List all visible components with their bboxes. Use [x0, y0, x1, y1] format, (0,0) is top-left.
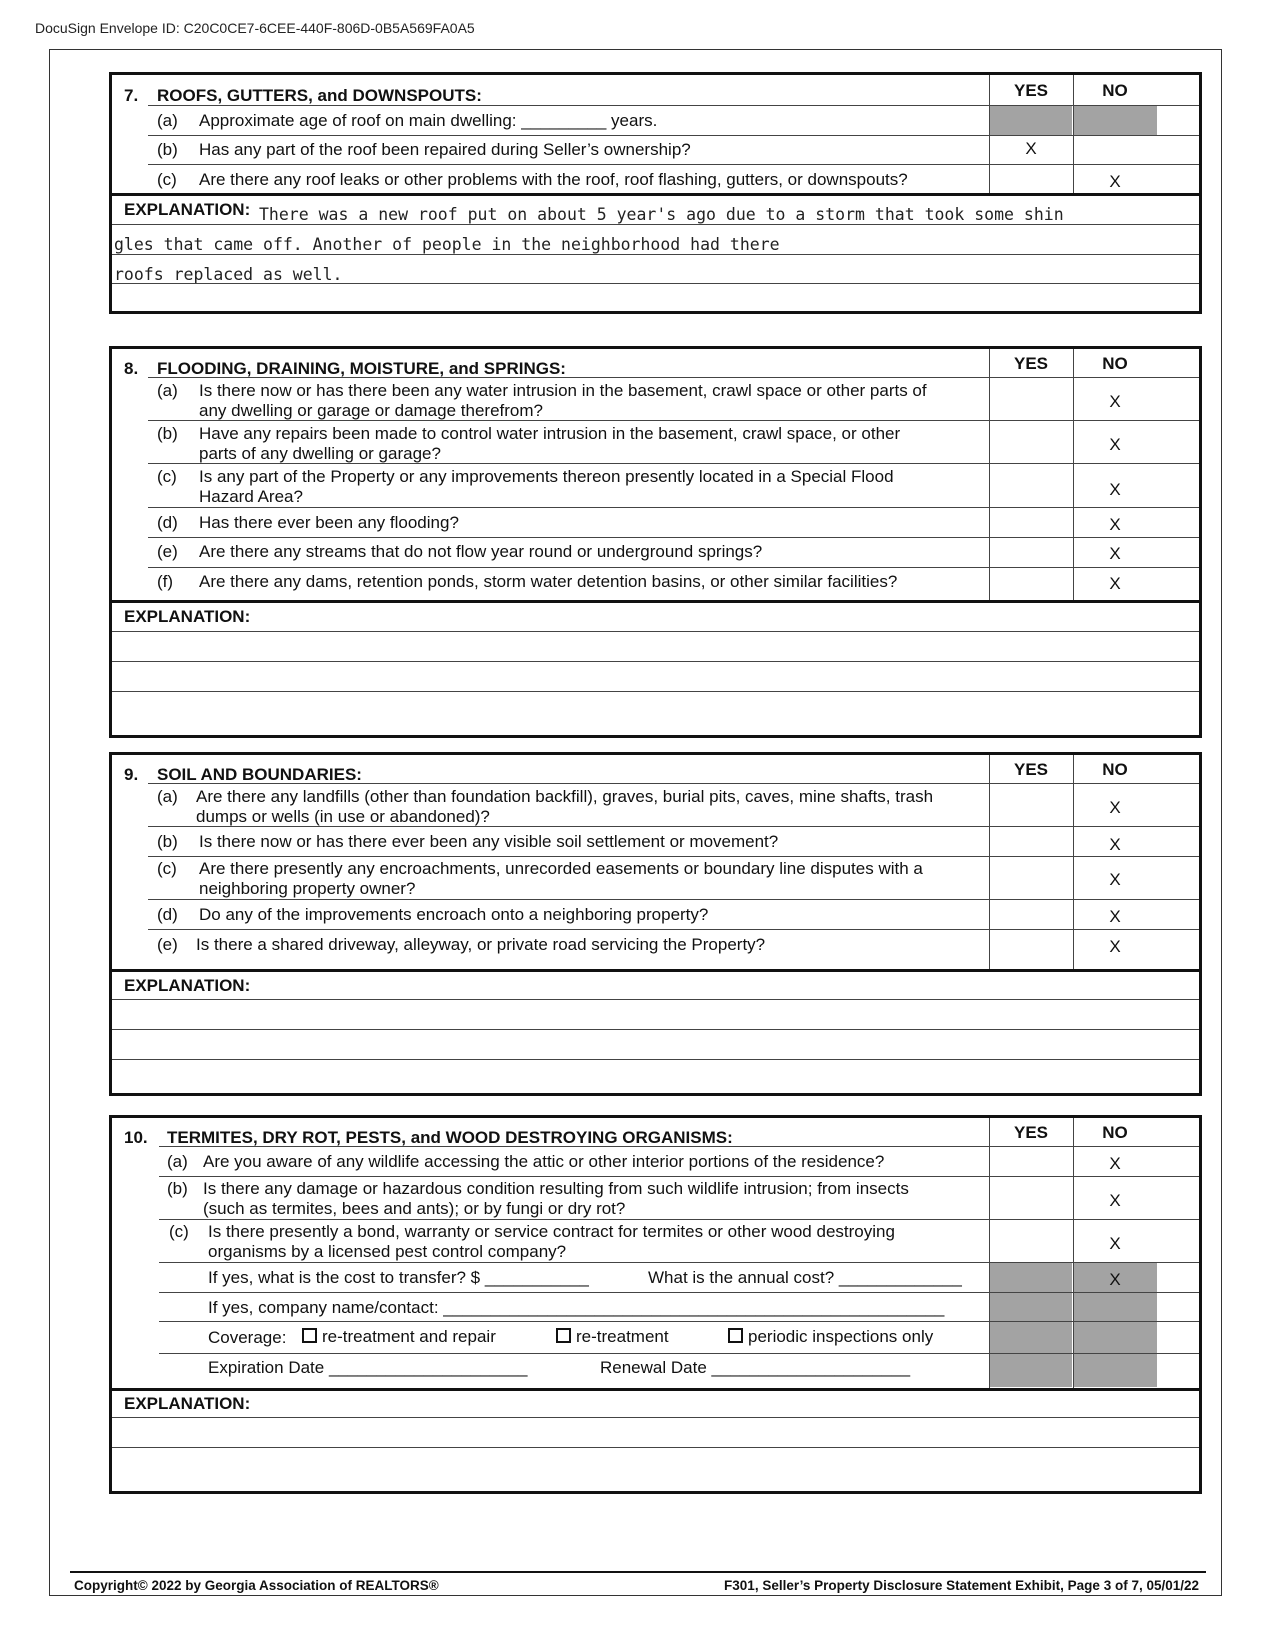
answer-no[interactable]: X [1109, 515, 1121, 534]
checkbox-icon[interactable] [302, 1328, 317, 1343]
coverage-label: Coverage: [208, 1328, 287, 1347]
explanation-label: EXPLANATION: [124, 976, 251, 995]
answer-no[interactable]: X [1109, 544, 1121, 563]
rule [112, 254, 1199, 255]
rule [148, 537, 1199, 538]
section-10-termites [109, 1115, 1202, 1494]
item-letter: (a) [157, 381, 178, 400]
rule [112, 1447, 1199, 1448]
answer-no[interactable]: X [1109, 1270, 1121, 1289]
answer-no[interactable]: X [1109, 574, 1121, 593]
section-number: 10. [124, 1128, 148, 1147]
coverage-option-treatment-repair[interactable]: re-treatment and repair [302, 1327, 496, 1347]
rule [148, 377, 1199, 378]
question-damage: Is there any damage or hazardous condition resulting from such wildlife intrusion; from insects (such as termites, bees and ants); or by fungi or dry rot? [203, 1179, 909, 1218]
no-column-header: NO [1102, 1123, 1128, 1142]
coverage-option-retreatment[interactable]: re-treatment [556, 1327, 669, 1347]
item-letter: (b) [167, 1179, 188, 1198]
section-title: ROOFS, GUTTERS, and DOWNSPOUTS: [157, 86, 482, 105]
yes-column-header: YES [1013, 81, 1049, 100]
expiration-date-field[interactable]: Expiration Date _____________________ [208, 1358, 528, 1377]
rule [148, 135, 1199, 136]
rule [148, 463, 1199, 464]
answer-no[interactable]: X [1109, 1191, 1121, 1210]
item-letter: (d) [157, 905, 178, 924]
explanation-label: EXPLANATION: [124, 200, 251, 219]
item-letter: (a) [167, 1152, 188, 1171]
item-letter: (b) [157, 140, 178, 159]
section-title: FLOODING, DRAINING, MOISTURE, and SPRINGS: [157, 359, 566, 378]
item-letter: (e) [157, 542, 178, 561]
explanation-label: EXPLANATION: [124, 607, 251, 626]
section-title: SOIL AND BOUNDARIES: [157, 765, 362, 784]
question-roof-repaired: Has any part of the roof been repaired during Seller’s ownership? [199, 140, 691, 159]
rule [148, 164, 1199, 165]
yes-column-divider [989, 755, 990, 969]
shaded-cell-no [1074, 106, 1157, 135]
section-9-soil [109, 752, 1202, 1096]
question-roof-age: Approximate age of roof on main dwelling: _________ years. [199, 111, 658, 130]
coverage-option-inspections[interactable]: periodic inspections only [728, 1327, 933, 1347]
no-column-header: NO [1102, 760, 1128, 779]
explanation-divider [112, 1388, 1199, 1391]
answer-no[interactable]: X [1109, 1234, 1121, 1253]
section-7-roofs [109, 72, 1202, 314]
answer-no[interactable]: X [1109, 907, 1121, 926]
item-letter: (c) [157, 467, 177, 486]
answer-no[interactable]: X [1109, 798, 1121, 817]
explanation-divider [112, 193, 1199, 196]
shaded-cell-yes [990, 106, 1072, 135]
answer-no[interactable]: X [1109, 392, 1121, 411]
explanation-label: EXPLANATION: [124, 1394, 251, 1413]
yes-column-divider [989, 349, 990, 600]
no-column-header: NO [1102, 81, 1128, 100]
rule [148, 899, 1199, 900]
yes-column-header: YES [1013, 1123, 1049, 1142]
transfer-cost-field[interactable]: If yes, what is the cost to transfer? $ ___________ [208, 1268, 589, 1287]
checkbox-icon[interactable] [556, 1328, 571, 1343]
rule [159, 1219, 1199, 1220]
question-dams: Are there any dams, retention ponds, storm water detention basins, or other similar facilities? [199, 572, 898, 591]
item-letter: (f) [157, 572, 174, 591]
item-letter: (a) [157, 787, 178, 806]
question-wildlife: Are you aware of any wildlife accessing the attic or other interior portions of the residence? [203, 1152, 885, 1171]
rule [112, 691, 1199, 692]
rule [112, 224, 1199, 225]
rule [148, 826, 1199, 827]
answer-no[interactable]: X [1109, 172, 1121, 191]
answer-no[interactable]: X [1109, 870, 1121, 889]
renewal-date-field[interactable]: Renewal Date _____________________ [600, 1358, 911, 1377]
rule [112, 1059, 1199, 1060]
rule [148, 420, 1199, 421]
item-letter: (e) [157, 935, 178, 954]
rule [159, 1321, 1199, 1322]
question-flood-hazard: Is any part of the Property or any improvements thereon presently located in a Special Flood Hazard Area? [199, 467, 894, 506]
checkbox-icon[interactable] [728, 1328, 743, 1343]
rule [159, 1176, 1199, 1177]
explanation-text-line[interactable]: There was a new roof put on about 5 year's ago due to a storm that took some shin [259, 205, 1064, 224]
envelope-id: DocuSign Envelope ID: C20C0CE7-6CEE-440F-806D-0B5A569FA0A5 [35, 20, 475, 36]
item-letter: (c) [157, 859, 177, 878]
section-8-flooding [109, 346, 1202, 738]
item-letter: (b) [157, 832, 178, 851]
item-letter: (b) [157, 424, 178, 443]
footer-copyright: Copyright© 2022 by Georgia Association of REALTORS® [74, 1578, 439, 1593]
rule [112, 283, 1199, 284]
item-letter: (d) [157, 513, 178, 532]
yes-column-header: YES [1013, 354, 1049, 373]
rule [148, 567, 1199, 568]
rule [112, 631, 1199, 632]
item-letter: (a) [157, 111, 178, 130]
footer-form-id: F301, Seller’s Property Disclosure Statement Exhibit, Page 3 of 7, 05/01/22 [724, 1578, 1199, 1593]
rule [148, 856, 1199, 857]
company-contact-field[interactable]: If yes, company name/contact: _____________________________________________________ [208, 1298, 945, 1317]
answer-no[interactable]: X [1109, 835, 1121, 854]
rule [112, 1417, 1199, 1418]
section-number: 8. [124, 359, 139, 378]
footer-rule [70, 1571, 1206, 1573]
answer-yes[interactable]: X [1025, 139, 1037, 158]
annual-cost-field[interactable]: What is the annual cost? _____________ [648, 1268, 962, 1287]
no-column-header: NO [1102, 354, 1128, 373]
section-number: 7. [124, 86, 139, 105]
rule [112, 999, 1199, 1000]
explanation-text-line[interactable]: roofs replaced as well. [114, 265, 343, 284]
explanation-divider [112, 600, 1199, 603]
rule [148, 929, 1199, 930]
answer-no[interactable]: X [1109, 937, 1121, 956]
explanation-divider [112, 969, 1199, 972]
answer-no[interactable]: X [1109, 435, 1121, 454]
question-shared-driveway: Is there a shared driveway, alleyway, or private road servicing the Property? [196, 935, 766, 954]
section-title: TERMITES, DRY ROT, PESTS, and WOOD DESTROYING ORGANISMS: [167, 1128, 733, 1147]
rule [148, 507, 1199, 508]
item-letter: (c) [157, 170, 177, 189]
question-improvements-encroach: Do any of the improvements encroach onto a neighboring property? [199, 905, 709, 924]
yes-column-header: YES [1013, 760, 1049, 779]
explanation-text-line[interactable]: gles that came off. Another of people in the neighborhood had there [114, 235, 780, 254]
rule [112, 661, 1199, 662]
rule [159, 1146, 1199, 1147]
question-water-repairs: Have any repairs been made to control water intrusion in the basement, crawl space, or other parts of any dwelling or garage? [199, 424, 901, 463]
question-water-intrusion: Is there now or has there been any water intrusion in the basement, crawl space or other parts of any dwelling or garage or damage therefrom? [199, 381, 927, 420]
rule [148, 783, 1199, 784]
question-landfills: Are there any landfills (other than foundation backfill), graves, burial pits, caves, mine shafts, trash dumps or wells (in use or abandoned)? [196, 787, 934, 826]
rule [159, 1353, 1199, 1354]
rule [159, 1292, 1199, 1293]
question-bond: Is there presently a bond, warranty or service contract for termites or other wood destroying organisms by a licensed pest control company? [208, 1222, 895, 1261]
question-encroachments: Are there presently any encroachments, unrecorded easements or boundary line disputes with a neighboring property owner? [199, 859, 923, 898]
question-soil-settlement: Is there now or has there ever been any visible soil settlement or movement? [199, 832, 779, 851]
question-streams: Are there any streams that do not flow year round or underground springs? [199, 542, 763, 561]
answer-no[interactable]: X [1109, 480, 1121, 499]
question-flooding: Has there ever been any flooding? [199, 513, 459, 532]
item-letter: (c) [169, 1222, 189, 1241]
rule [112, 1029, 1199, 1030]
question-roof-leaks: Are there any roof leaks or other problems with the roof, roof flashing, gutters, or downspouts? [199, 170, 908, 189]
section-number: 9. [124, 765, 139, 784]
answer-no[interactable]: X [1109, 1154, 1121, 1173]
shaded-cells-yes [990, 1263, 1072, 1387]
